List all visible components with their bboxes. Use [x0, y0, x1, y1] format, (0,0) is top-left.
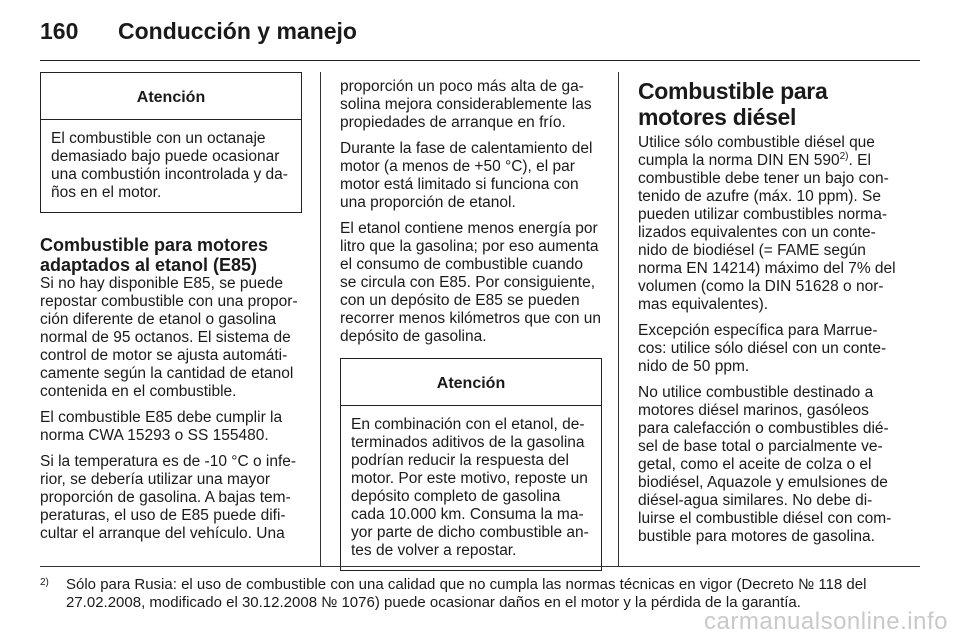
page-number: 160	[40, 18, 79, 44]
paragraph: Excepción específica para Marrue-cos: utilice sólo diésel con un conte-nido de 50 ppm.	[638, 322, 887, 375]
footnote-reference[interactable]: 2)	[839, 150, 849, 162]
paragraph: Si no hay disponible E85, se puede repostar combustible con una propor-ción diferente de etanol o gasolina normal de 95 octanos. El sistema de control de motor se ajusta automáti-camente según la cantidad de etanol contenida en el combustible.	[40, 275, 298, 400]
warning-body: En combinación con el etanol, de-terminados aditivos de la gasolina podrían reducir la respuesta del motor. Por este motivo, reposte un depósito completo de gasolina cada 10.000 km. Consuma la ma-yor parte de dicho combustible an-tes de volver a repostar.	[351, 416, 589, 559]
watermark: carmanualsonline.info	[704, 608, 948, 635]
column-1	[40, 72, 302, 551]
paragraph: Si la temperatura es de -10 °C o infe-rior, se debería utilizar una mayor proporción de gasolina. A bajas tem-peraturas, el uso de E85 puede difi-cultar el arranque del vehículo. Una	[40, 453, 297, 542]
section-title-diesel: Combustible para motores diésel	[638, 78, 828, 130]
column-3	[638, 78, 900, 554]
paragraph: proporción un poco más alta de ga-solina mejora considerablemente las propiedades de arranque en frío.	[340, 78, 592, 131]
warning-box	[40, 72, 302, 213]
paragraph-text: Utilice sólo combustible diésel que cumpla la norma DIN EN 590	[638, 134, 875, 169]
column-divider	[618, 72, 619, 566]
warning-title: Atención	[41, 73, 301, 120]
paragraph	[638, 134, 900, 314]
warning-box	[340, 358, 602, 571]
paragraph-text: . El combustible debe tener un bajo con-tenido de azufre (máx. 10 ppm). Se pueden utilizar combustibles norma-lizados equivalentes con un conte-nido de biodiésel (= FAME según norma EN 14214) máximo del 7% del volumen (como la DIN 51628 o nor-mas equivalentes).	[638, 152, 896, 313]
paragraph: Durante la fase de calentamiento del motor (a menos de +50 °C), el par motor está limitado si funciona con una proporción de etanol.	[340, 140, 593, 211]
chapter-title: Conducción y manejo	[118, 18, 357, 44]
warning-title: Atención	[341, 359, 601, 406]
column-divider	[320, 72, 321, 566]
paragraph: El combustible E85 debe cumplir la norma CWA 15293 o SS 155480.	[40, 409, 283, 444]
footnote-rule	[40, 566, 920, 567]
column-2	[340, 78, 602, 571]
warning-body: El combustible con un octanaje demasiado bajo puede ocasionar una combustión incontrolada y da-ños en el motor.	[51, 130, 288, 201]
footnote	[40, 576, 920, 612]
paragraph: No utilice combustible destinado a motores diésel marinos, gasóleos para calefacción o combustibles dié-sel de base total o parcialmente ve-getal, como el aceite de colza o el biodiésel, Aquazole y emulsiones de diésel-agua similares. No debe di-luirse el combustible diésel con com-bustible para motores de gasolina.	[638, 384, 892, 545]
footnote-text: Sólo para Rusia: el uso de combustible con una calidad que no cumpla las normas técnicas en vigor (Decreto № 118 del 27.02.2008, modificado el 30.12.2008 № 1076) puede ocasionar daños en el motor y la pérdida de la garantía.	[66, 576, 867, 611]
paragraph: El etanol contiene menos energía por litro que la gasolina; por eso aumenta el consumo de combustible cuando se circula con E85. Por consiguiente, con un depósito de E85 se pueden recorrer menos kilómetros que con un depósito de gasolina.	[340, 220, 602, 345]
page-header	[40, 18, 357, 50]
section-title-e85: Combustible para motores adaptados al etanol (E85)	[40, 235, 269, 275]
footnote-marker: 2)	[40, 577, 49, 588]
header-rule	[40, 60, 920, 61]
